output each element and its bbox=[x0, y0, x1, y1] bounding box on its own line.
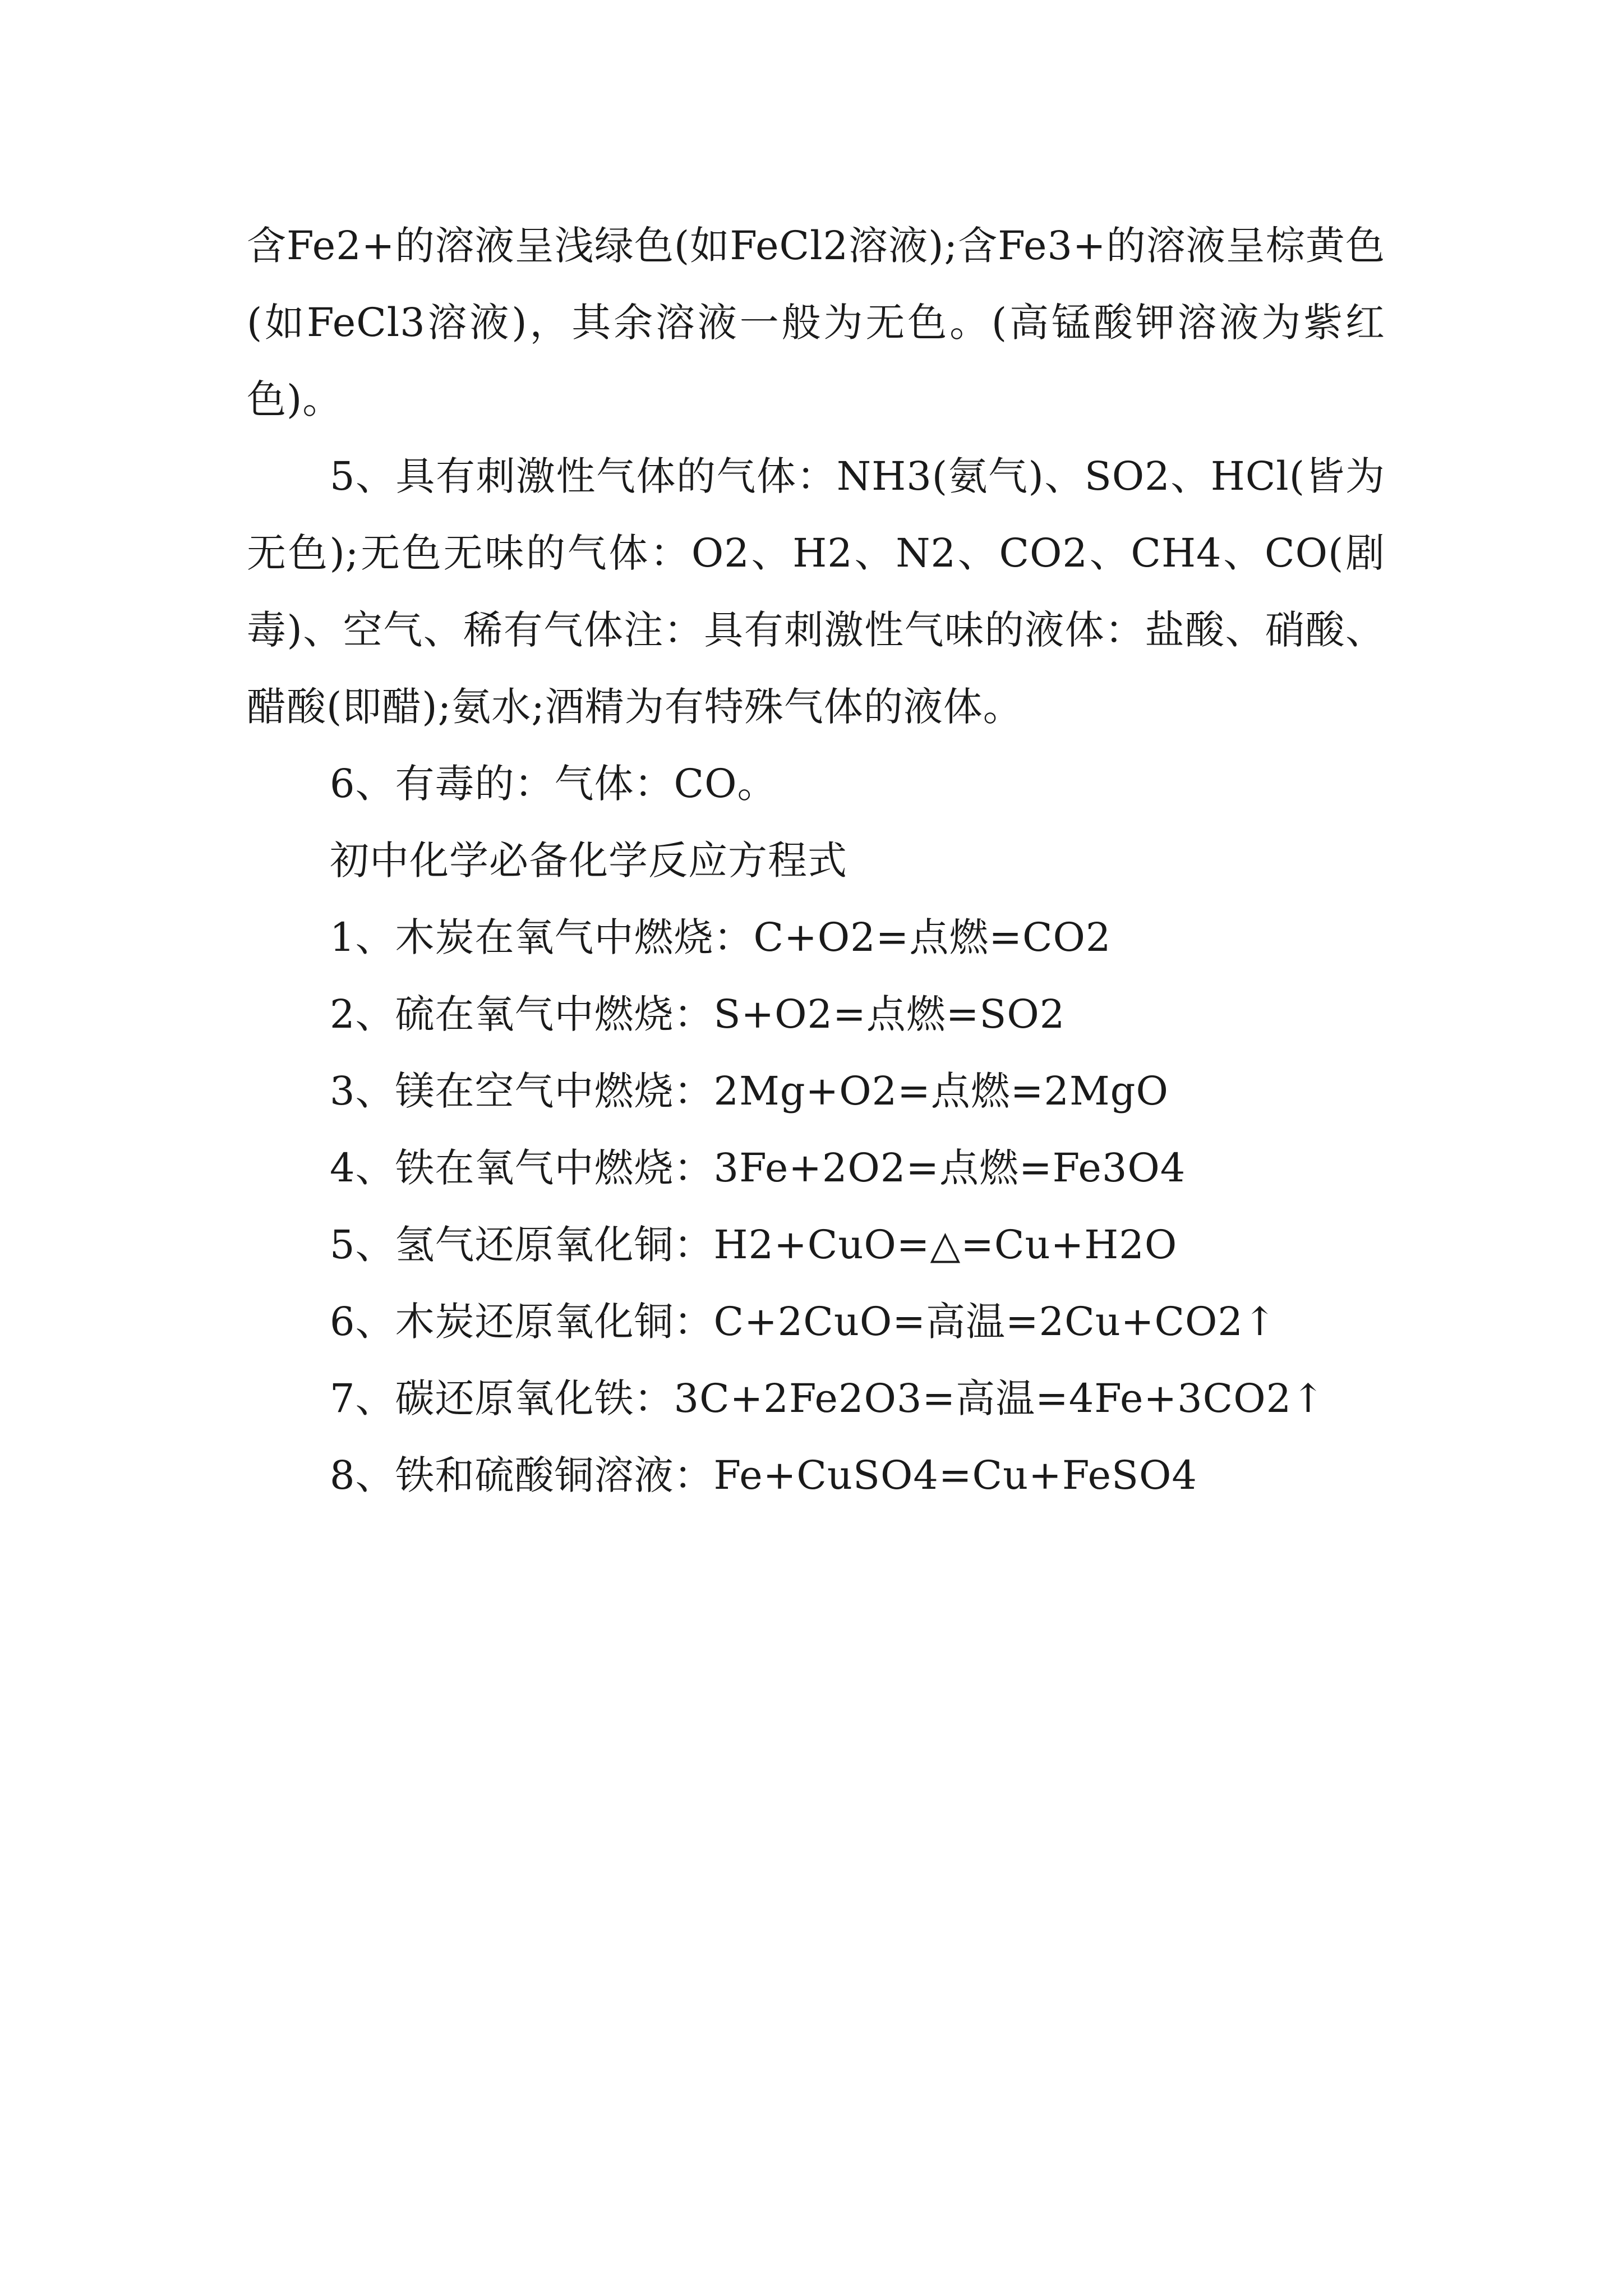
paragraph-gas-odors: 5、具有刺激性气体的气体：NH3(氨气)、SO2、HCl(皆为无色);无色无味的气体：O2、H2、N2、CO2、CH4、CO(剧毒)、空气、稀有气体注：具有刺激性气味的液体：盐酸、硝酸、醋酸(即醋);氨水;酒精为有特殊气体的液体。 bbox=[247, 453, 1385, 730]
paragraph-toxic-gas: 6、有毒的：气体：CO。 bbox=[330, 761, 777, 807]
equation-line: 7、碳还原氧化铁：3C+2Fe2O3=高温=4Fe+3CO2↑ bbox=[330, 1375, 1325, 1421]
section-heading-equations: 初中化学必备化学反应方程式 bbox=[330, 838, 847, 884]
paragraph-iron-ion-colors: 含Fe2+的溶液呈浅绿色(如FeCl2溶液);含Fe3+的溶液呈棕黄色(如FeCl3溶液)，其余溶液一般为无色。(高锰酸钾溶液为紫红色)。 bbox=[247, 223, 1385, 422]
equation-line: 8、铁和硫酸铜溶液：Fe+CuSO4=Cu+FeSO4 bbox=[330, 1452, 1197, 1498]
equation-line: 6、木炭还原氧化铜：C+2CuO=高温=2Cu+CO2↑ bbox=[330, 1299, 1277, 1345]
equation-line: 3、镁在空气中燃烧：2Mg+O2=点燃=2MgO bbox=[330, 1068, 1169, 1114]
equation-line: 5、氢气还原氧化铜：H2+CuO=△=Cu+H2O bbox=[330, 1222, 1178, 1268]
equation-line: 4、铁在氧气中燃烧：3Fe+2O2=点燃=Fe3O4 bbox=[330, 1145, 1186, 1191]
document-body bbox=[247, 208, 1385, 1514]
equation-line: 2、硫在氧气中燃烧：S+O2=点燃=SO2 bbox=[330, 991, 1066, 1037]
equation-line: 1、木炭在氧气中燃烧：C+O2=点燃=CO2 bbox=[330, 914, 1112, 960]
